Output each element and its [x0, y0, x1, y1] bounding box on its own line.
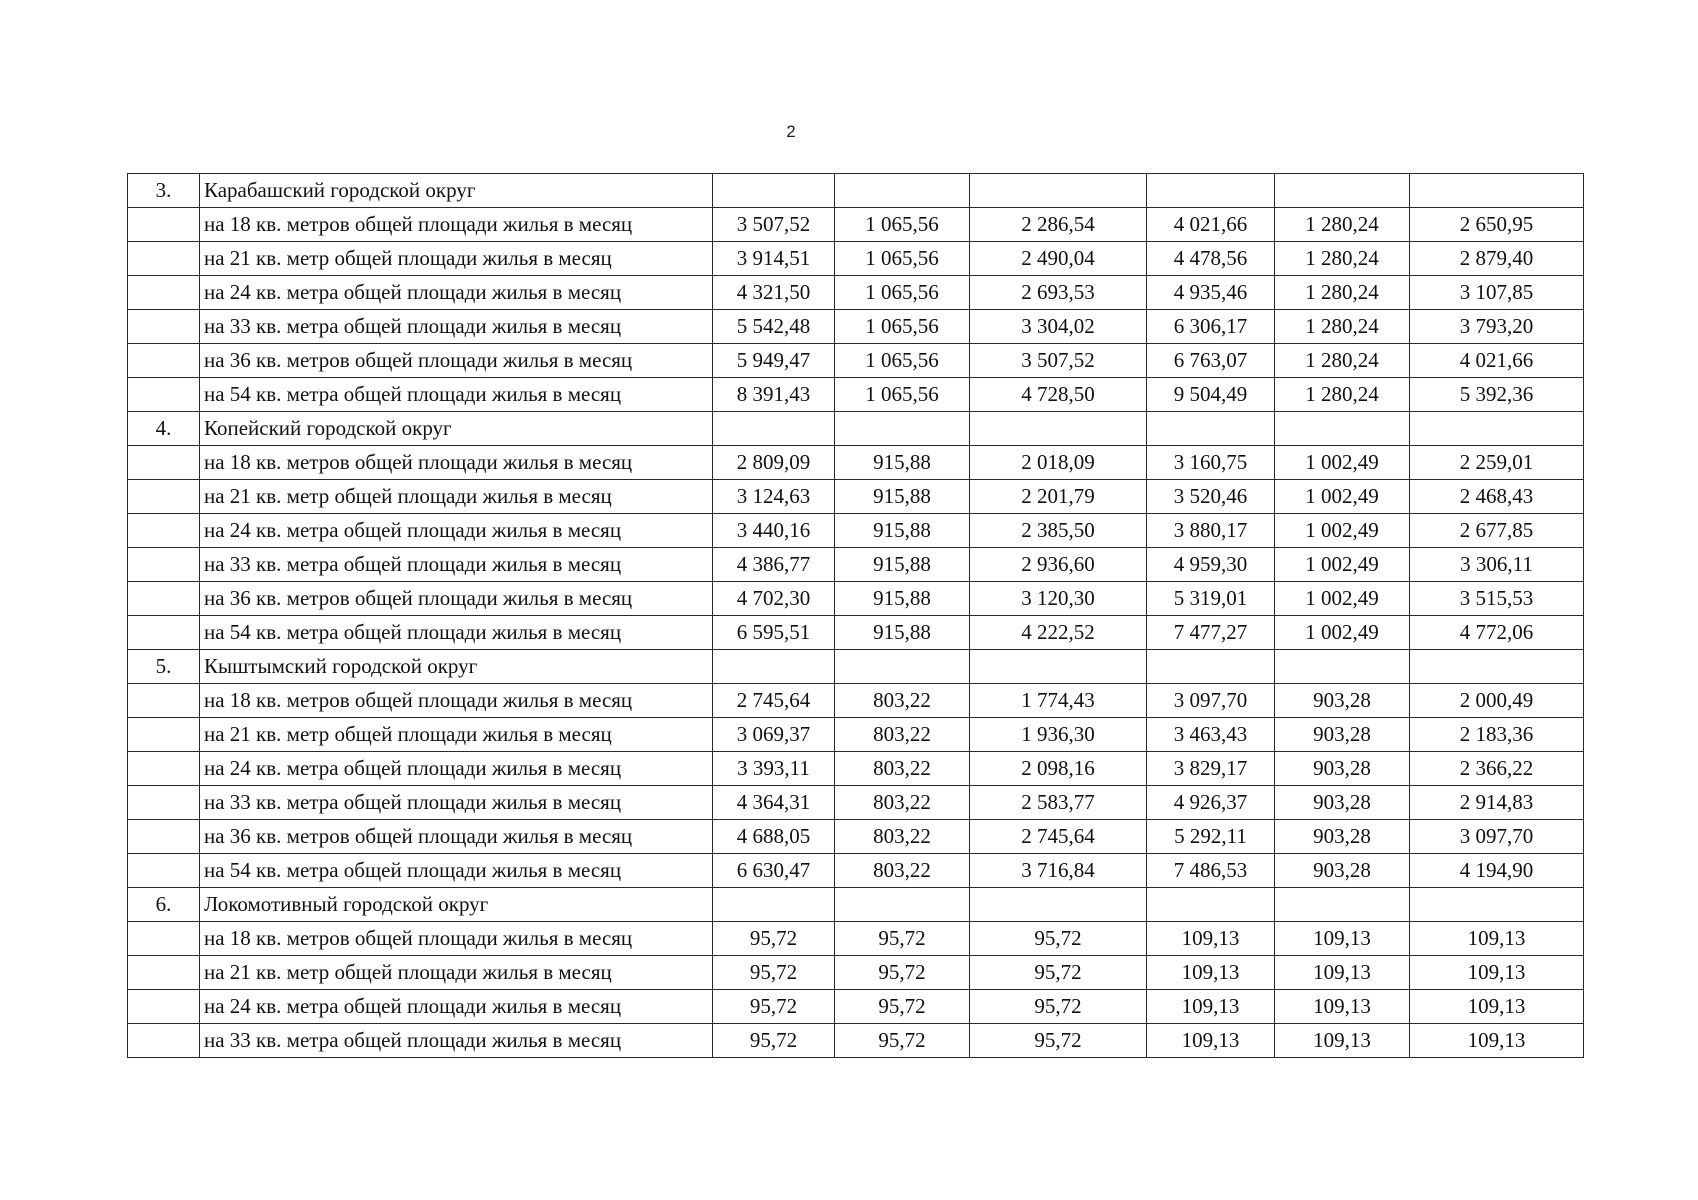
value-cell-2: 803,22: [835, 752, 970, 786]
value-cell-3: 4 222,52: [970, 616, 1147, 650]
empty-cell: [713, 174, 835, 208]
value-cell-3: 2 018,09: [970, 446, 1147, 480]
value-cell-6: 5 392,36: [1410, 378, 1584, 412]
row-label: на 21 кв. метр общей площади жилья в месяц: [200, 718, 713, 752]
value-cell-1: 5 542,48: [713, 310, 835, 344]
empty-cell: [970, 174, 1147, 208]
value-cell-6: 3 306,11: [1410, 548, 1584, 582]
value-cell-4: 9 504,49: [1147, 378, 1275, 412]
value-cell-5: 1 280,24: [1275, 208, 1410, 242]
empty-cell: [1410, 412, 1584, 446]
empty-number-cell: [128, 922, 200, 956]
value-cell-4: 3 829,17: [1147, 752, 1275, 786]
value-cell-2: 803,22: [835, 684, 970, 718]
row-label: на 24 кв. метра общей площади жилья в месяц: [200, 990, 713, 1024]
value-cell-4: 4 959,30: [1147, 548, 1275, 582]
empty-number-cell: [128, 718, 200, 752]
empty-number-cell: [128, 378, 200, 412]
value-cell-5: 1 002,49: [1275, 480, 1410, 514]
value-cell-3: 95,72: [970, 922, 1147, 956]
value-cell-5: 903,28: [1275, 752, 1410, 786]
table-row: [128, 1024, 1584, 1058]
value-cell-5: 1 280,24: [1275, 276, 1410, 310]
value-cell-6: 109,13: [1410, 956, 1584, 990]
empty-cell: [835, 412, 970, 446]
value-cell-3: 4 728,50: [970, 378, 1147, 412]
value-cell-6: 3 097,70: [1410, 820, 1584, 854]
table-row: [128, 752, 1584, 786]
value-cell-4: 109,13: [1147, 956, 1275, 990]
value-cell-4: 5 292,11: [1147, 820, 1275, 854]
section-title: Копейский городской округ: [200, 412, 713, 446]
table-body: [128, 174, 1584, 1058]
value-cell-5: 109,13: [1275, 922, 1410, 956]
value-cell-4: 109,13: [1147, 990, 1275, 1024]
value-cell-4: 3 520,46: [1147, 480, 1275, 514]
value-cell-2: 95,72: [835, 990, 970, 1024]
table-row: [128, 922, 1584, 956]
value-cell-3: 3 304,02: [970, 310, 1147, 344]
value-cell-4: 5 319,01: [1147, 582, 1275, 616]
empty-number-cell: [128, 854, 200, 888]
empty-cell: [713, 412, 835, 446]
value-cell-3: 2 583,77: [970, 786, 1147, 820]
value-cell-6: 4 772,06: [1410, 616, 1584, 650]
table-row: [128, 718, 1584, 752]
value-cell-5: 903,28: [1275, 718, 1410, 752]
empty-cell: [970, 650, 1147, 684]
section-number: 6.: [128, 888, 200, 922]
empty-cell: [1410, 650, 1584, 684]
row-label: на 36 кв. метров общей площади жилья в месяц: [200, 820, 713, 854]
table-row: [128, 684, 1584, 718]
value-cell-4: 109,13: [1147, 922, 1275, 956]
empty-cell: [835, 174, 970, 208]
value-cell-4: 6 306,17: [1147, 310, 1275, 344]
value-cell-1: 6 630,47: [713, 854, 835, 888]
row-label: на 21 кв. метр общей площади жилья в месяц: [200, 242, 713, 276]
value-cell-5: 109,13: [1275, 1024, 1410, 1058]
section-title: Карабашский городской округ: [200, 174, 713, 208]
value-cell-3: 3 120,30: [970, 582, 1147, 616]
value-cell-6: 2 650,95: [1410, 208, 1584, 242]
value-cell-3: 3 716,84: [970, 854, 1147, 888]
row-label: на 33 кв. метра общей площади жилья в месяц: [200, 1024, 713, 1058]
value-cell-6: 2 259,01: [1410, 446, 1584, 480]
section-header-row: [128, 412, 1584, 446]
value-cell-5: 903,28: [1275, 684, 1410, 718]
table-row: [128, 582, 1584, 616]
value-cell-2: 1 065,56: [835, 378, 970, 412]
empty-cell: [1410, 174, 1584, 208]
value-cell-6: 2 000,49: [1410, 684, 1584, 718]
value-cell-1: 95,72: [713, 922, 835, 956]
value-cell-3: 2 201,79: [970, 480, 1147, 514]
value-cell-4: 3 160,75: [1147, 446, 1275, 480]
value-cell-6: 4 021,66: [1410, 344, 1584, 378]
empty-cell: [1275, 888, 1410, 922]
value-cell-5: 1 280,24: [1275, 344, 1410, 378]
value-cell-3: 2 693,53: [970, 276, 1147, 310]
tariff-table: [127, 173, 1584, 1058]
empty-cell: [835, 650, 970, 684]
value-cell-3: 95,72: [970, 956, 1147, 990]
table-row: [128, 820, 1584, 854]
value-cell-2: 915,88: [835, 514, 970, 548]
value-cell-1: 3 914,51: [713, 242, 835, 276]
table-row: [128, 854, 1584, 888]
empty-number-cell: [128, 514, 200, 548]
section-header-row: [128, 650, 1584, 684]
value-cell-2: 1 065,56: [835, 242, 970, 276]
section-header-row: [128, 174, 1584, 208]
value-cell-1: 95,72: [713, 1024, 835, 1058]
value-cell-2: 803,22: [835, 718, 970, 752]
value-cell-5: 1 280,24: [1275, 242, 1410, 276]
table-row: [128, 990, 1584, 1024]
section-number: 3.: [128, 174, 200, 208]
value-cell-4: 3 463,43: [1147, 718, 1275, 752]
row-label: на 18 кв. метров общей площади жилья в месяц: [200, 684, 713, 718]
table-row: [128, 446, 1584, 480]
row-label: на 36 кв. метров общей площади жилья в месяц: [200, 344, 713, 378]
empty-number-cell: [128, 310, 200, 344]
value-cell-6: 2 183,36: [1410, 718, 1584, 752]
value-cell-1: 6 595,51: [713, 616, 835, 650]
value-cell-4: 3 097,70: [1147, 684, 1275, 718]
empty-number-cell: [128, 582, 200, 616]
row-label: на 33 кв. метра общей площади жилья в месяц: [200, 548, 713, 582]
value-cell-3: 95,72: [970, 990, 1147, 1024]
table-row: [128, 616, 1584, 650]
row-label: на 21 кв. метр общей площади жилья в месяц: [200, 480, 713, 514]
row-label: на 54 кв. метра общей площади жилья в месяц: [200, 378, 713, 412]
value-cell-5: 1 280,24: [1275, 310, 1410, 344]
value-cell-1: 2 745,64: [713, 684, 835, 718]
value-cell-1: 95,72: [713, 956, 835, 990]
empty-number-cell: [128, 208, 200, 242]
value-cell-6: 2 677,85: [1410, 514, 1584, 548]
empty-cell: [1275, 650, 1410, 684]
table-row: [128, 786, 1584, 820]
value-cell-6: 2 366,22: [1410, 752, 1584, 786]
value-cell-4: 109,13: [1147, 1024, 1275, 1058]
table-row: [128, 956, 1584, 990]
value-cell-6: 2 914,83: [1410, 786, 1584, 820]
empty-number-cell: [128, 548, 200, 582]
value-cell-2: 1 065,56: [835, 310, 970, 344]
value-cell-4: 6 763,07: [1147, 344, 1275, 378]
value-cell-6: 109,13: [1410, 990, 1584, 1024]
value-cell-3: 3 507,52: [970, 344, 1147, 378]
value-cell-1: 3 507,52: [713, 208, 835, 242]
value-cell-2: 95,72: [835, 922, 970, 956]
value-cell-6: 2 879,40: [1410, 242, 1584, 276]
row-label: на 24 кв. метра общей площади жилья в месяц: [200, 752, 713, 786]
empty-cell: [713, 888, 835, 922]
value-cell-5: 109,13: [1275, 956, 1410, 990]
value-cell-2: 803,22: [835, 820, 970, 854]
value-cell-5: 109,13: [1275, 990, 1410, 1024]
value-cell-1: 2 809,09: [713, 446, 835, 480]
table-row: [128, 208, 1584, 242]
value-cell-2: 915,88: [835, 548, 970, 582]
row-label: на 33 кв. метра общей площади жилья в месяц: [200, 310, 713, 344]
empty-cell: [1147, 412, 1275, 446]
value-cell-1: 3 393,11: [713, 752, 835, 786]
row-label: на 18 кв. метров общей площади жилья в месяц: [200, 922, 713, 956]
empty-cell: [1147, 650, 1275, 684]
section-number: 4.: [128, 412, 200, 446]
row-label: на 36 кв. метров общей площади жилья в месяц: [200, 582, 713, 616]
empty-number-cell: [128, 752, 200, 786]
table-row: [128, 548, 1584, 582]
value-cell-1: 4 702,30: [713, 582, 835, 616]
empty-cell: [835, 888, 970, 922]
value-cell-5: 903,28: [1275, 786, 1410, 820]
value-cell-1: 4 364,31: [713, 786, 835, 820]
section-header-row: [128, 888, 1584, 922]
value-cell-6: 2 468,43: [1410, 480, 1584, 514]
empty-cell: [1410, 888, 1584, 922]
value-cell-3: 2 385,50: [970, 514, 1147, 548]
value-cell-2: 95,72: [835, 1024, 970, 1058]
value-cell-6: 109,13: [1410, 922, 1584, 956]
value-cell-1: 3 124,63: [713, 480, 835, 514]
value-cell-2: 915,88: [835, 480, 970, 514]
value-cell-3: 1 774,43: [970, 684, 1147, 718]
empty-number-cell: [128, 446, 200, 480]
table-row: [128, 514, 1584, 548]
empty-number-cell: [128, 956, 200, 990]
row-label: на 21 кв. метр общей площади жилья в месяц: [200, 956, 713, 990]
row-label: на 24 кв. метра общей площади жилья в месяц: [200, 276, 713, 310]
value-cell-3: 2 936,60: [970, 548, 1147, 582]
value-cell-4: 4 021,66: [1147, 208, 1275, 242]
table-row: [128, 344, 1584, 378]
value-cell-3: 2 490,04: [970, 242, 1147, 276]
value-cell-5: 1 002,49: [1275, 582, 1410, 616]
value-cell-2: 1 065,56: [835, 276, 970, 310]
value-cell-3: 2 286,54: [970, 208, 1147, 242]
page-number: 2: [786, 122, 796, 141]
empty-cell: [1147, 888, 1275, 922]
value-cell-2: 915,88: [835, 446, 970, 480]
empty-cell: [1147, 174, 1275, 208]
empty-number-cell: [128, 786, 200, 820]
empty-number-cell: [128, 684, 200, 718]
value-cell-4: 3 880,17: [1147, 514, 1275, 548]
row-label: на 54 кв. метра общей площади жилья в месяц: [200, 616, 713, 650]
value-cell-2: 803,22: [835, 854, 970, 888]
value-cell-2: 1 065,56: [835, 208, 970, 242]
value-cell-5: 903,28: [1275, 854, 1410, 888]
table-row: [128, 276, 1584, 310]
row-label: на 24 кв. метра общей площади жилья в месяц: [200, 514, 713, 548]
value-cell-6: 4 194,90: [1410, 854, 1584, 888]
value-cell-1: 4 386,77: [713, 548, 835, 582]
empty-cell: [1275, 412, 1410, 446]
value-cell-1: 95,72: [713, 990, 835, 1024]
section-title: Кыштымский городской округ: [200, 650, 713, 684]
value-cell-5: 1 002,49: [1275, 514, 1410, 548]
empty-number-cell: [128, 344, 200, 378]
empty-number-cell: [128, 616, 200, 650]
table-row: [128, 378, 1584, 412]
value-cell-4: 4 935,46: [1147, 276, 1275, 310]
value-cell-5: 1 280,24: [1275, 378, 1410, 412]
value-cell-1: 3 440,16: [713, 514, 835, 548]
value-cell-1: 5 949,47: [713, 344, 835, 378]
value-cell-4: 4 926,37: [1147, 786, 1275, 820]
value-cell-3: 95,72: [970, 1024, 1147, 1058]
empty-number-cell: [128, 1024, 200, 1058]
value-cell-5: 903,28: [1275, 820, 1410, 854]
value-cell-3: 2 745,64: [970, 820, 1147, 854]
empty-cell: [970, 888, 1147, 922]
value-cell-3: 2 098,16: [970, 752, 1147, 786]
value-cell-2: 803,22: [835, 786, 970, 820]
value-cell-5: 1 002,49: [1275, 616, 1410, 650]
value-cell-1: 4 321,50: [713, 276, 835, 310]
value-cell-3: 1 936,30: [970, 718, 1147, 752]
row-label: на 18 кв. метров общей площади жилья в месяц: [200, 446, 713, 480]
value-cell-2: 1 065,56: [835, 344, 970, 378]
table-row: [128, 480, 1584, 514]
empty-number-cell: [128, 480, 200, 514]
section-number: 5.: [128, 650, 200, 684]
value-cell-6: 3 107,85: [1410, 276, 1584, 310]
value-cell-2: 915,88: [835, 582, 970, 616]
empty-number-cell: [128, 990, 200, 1024]
table-row: [128, 242, 1584, 276]
value-cell-1: 8 391,43: [713, 378, 835, 412]
empty-number-cell: [128, 242, 200, 276]
value-cell-1: 4 688,05: [713, 820, 835, 854]
row-label: на 54 кв. метра общей площади жилья в месяц: [200, 854, 713, 888]
value-cell-2: 95,72: [835, 956, 970, 990]
empty-cell: [713, 650, 835, 684]
value-cell-5: 1 002,49: [1275, 446, 1410, 480]
row-label: на 18 кв. метров общей площади жилья в месяц: [200, 208, 713, 242]
table-row: [128, 310, 1584, 344]
section-title: Локомотивный городской округ: [200, 888, 713, 922]
value-cell-4: 7 486,53: [1147, 854, 1275, 888]
row-label: на 33 кв. метра общей площади жилья в месяц: [200, 786, 713, 820]
value-cell-1: 3 069,37: [713, 718, 835, 752]
value-cell-5: 1 002,49: [1275, 548, 1410, 582]
empty-number-cell: [128, 276, 200, 310]
value-cell-6: 3 793,20: [1410, 310, 1584, 344]
value-cell-4: 4 478,56: [1147, 242, 1275, 276]
value-cell-4: 7 477,27: [1147, 616, 1275, 650]
value-cell-6: 3 515,53: [1410, 582, 1584, 616]
empty-cell: [970, 412, 1147, 446]
empty-number-cell: [128, 820, 200, 854]
value-cell-2: 915,88: [835, 616, 970, 650]
empty-cell: [1275, 174, 1410, 208]
value-cell-6: 109,13: [1410, 1024, 1584, 1058]
